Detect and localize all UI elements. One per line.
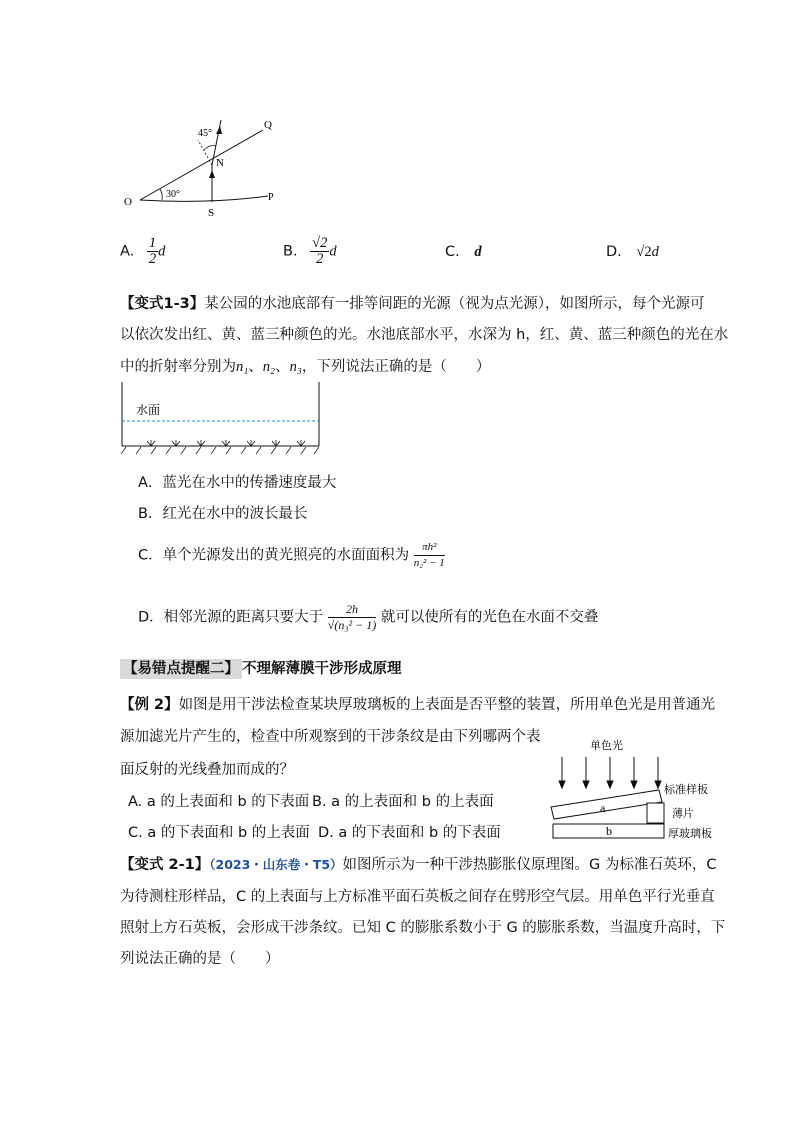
- angle-arc-45: [204, 146, 216, 151]
- frac-den: 2: [148, 251, 157, 267]
- water-label: 水面: [136, 403, 161, 417]
- label-45: 45°: [198, 128, 212, 139]
- q13-option-a: A．蓝光在水中的传播速度最大: [138, 475, 337, 491]
- q21-tag: 【变式 2-1】: [120, 857, 210, 873]
- ex2-text1: 如图是用干涉法检查某块厚玻璃板的上表面是否平整的装置，所用单色光是用普通光: [178, 697, 716, 713]
- frac-den: √(n₃² − 1): [327, 618, 377, 632]
- tip2-tag: 【易错点提醒二】: [120, 659, 242, 679]
- arc-OP: [140, 196, 268, 201]
- label-S: S: [208, 207, 215, 219]
- light-source: [222, 440, 230, 446]
- tip2-line: [120, 657, 402, 678]
- q1-option-b: [283, 236, 337, 267]
- label-thin-sheet: 薄片: [672, 807, 694, 820]
- ex2-option-d: D. a 的下表面和 b 的下表面: [318, 825, 501, 841]
- q13-option-d-text-a: D．相邻光源的距离只要大于: [138, 609, 324, 626]
- light-source: [197, 440, 205, 446]
- light-sources: [147, 440, 305, 446]
- frac-den: 2: [316, 251, 324, 267]
- q13-text3a: 中的折射率分别为: [120, 359, 236, 375]
- light-source: [147, 440, 155, 446]
- option-letter: D.: [606, 244, 622, 260]
- normal-line: [198, 140, 212, 165]
- q13-line1: [120, 292, 704, 313]
- frac-den: n₂² − 1: [413, 557, 445, 569]
- q13-tag: 【变式1-3】: [120, 296, 205, 312]
- q13-line2: 以依次发出红、黄、蓝三种颜色的光。水池底部水平，水深为 h，红、黄、蓝三种颜色的光在水: [120, 327, 729, 343]
- label-N: N: [216, 157, 224, 169]
- arrow-SN: [209, 170, 215, 178]
- ex2-tag: 【例 2】: [120, 697, 179, 713]
- q13-option-d-text-b: 就可以使所有的光色在水面不交叠: [380, 609, 599, 626]
- ground-hatching: [121, 447, 319, 454]
- q1-option-a: [120, 236, 165, 267]
- thin-sheet: [647, 803, 664, 823]
- interference-figure: [548, 735, 723, 845]
- ray-OQ: [140, 130, 263, 200]
- light-source: [172, 440, 180, 446]
- standard-plate-a: [551, 790, 662, 819]
- option-var: d: [474, 244, 482, 260]
- option-letter: C.: [445, 244, 460, 260]
- label-monochromatic-light: 单色光: [590, 739, 623, 752]
- ex2-option-a: A. a 的上表面和 b 的下表面: [128, 794, 310, 810]
- q13-option-b: B．红光在水中的波长最长: [138, 506, 308, 522]
- label-30: 30°: [166, 189, 180, 200]
- label-Q: Q: [264, 119, 272, 131]
- q21-line4: 列说法正确的是（ ）: [120, 951, 280, 967]
- q21-line1: [120, 853, 716, 874]
- frac-num: πh²: [414, 540, 445, 556]
- q21-line3: 照射上方石英板，会形成干涉条纹。已知 C 的膨胀系数小于 G 的膨胀系数，当温度升高时，下: [120, 920, 726, 936]
- frac-num: √2: [312, 235, 328, 251]
- label-O: O: [124, 196, 132, 208]
- label-thick-glass: 厚玻璃板: [668, 827, 712, 840]
- n3: n₃: [289, 359, 302, 375]
- q1-option-d: [606, 244, 659, 261]
- label-P: P: [268, 192, 274, 203]
- q13-option-d: [138, 602, 598, 633]
- q13-option-c: [138, 540, 445, 571]
- q21-source: （2023・山东卷・T5）: [209, 857, 343, 872]
- ex2-option-c: C. a 的下表面和 b 的上表面: [128, 825, 310, 841]
- q13-option-c-text: C．单个光源发出的黄光照亮的水面面积为: [138, 547, 410, 564]
- frac-num: 1: [148, 235, 157, 251]
- tip2-text: 不理解薄膜干涉形成原理: [242, 661, 402, 677]
- pool-figure: [116, 382, 326, 462]
- light-source: [297, 440, 305, 446]
- label-b: b: [606, 824, 612, 838]
- option-letter: B.: [283, 243, 298, 260]
- ex2-line1: [120, 693, 715, 714]
- q13-text3b: ，下列说法正确的是（ ）: [301, 359, 491, 375]
- angle-arc-30: [160, 189, 162, 200]
- q21-line2: 为待测柱形样品，C 的上表面与上方标准平面石英板之间存在劈形空气层。用单色平行光垂直: [120, 889, 715, 905]
- label-a: a: [600, 801, 606, 815]
- q13-line3: 中的折射率分别为n₁、n₂、n₃，下列说法正确的是（ ）: [120, 359, 491, 375]
- ex2-line3: 面反射的光线叠加而成的？: [120, 762, 294, 778]
- option-var: d: [329, 243, 337, 260]
- q21-text1: 如图所示为一种干涉热膨胀仪原理图。G 为标准石英环，C: [342, 857, 717, 873]
- ex2-option-b: B. a 的上表面和 b 的上表面: [312, 794, 494, 810]
- n1: n₁: [236, 359, 249, 375]
- frac-num: 2h: [328, 602, 376, 618]
- option-prefix: √2: [636, 244, 652, 260]
- q13-text1: 某公园的水池底部有一排等间距的光源（视为点光源），如图所示，每个光源可: [204, 296, 705, 312]
- option-var: d: [651, 244, 659, 260]
- q1-option-c: [445, 244, 482, 261]
- refraction-figure: [118, 112, 288, 222]
- n2: n₂: [262, 359, 276, 375]
- light-arrows: [559, 757, 661, 788]
- ex2-line2: 源加滤光片产生的，检查中所观察到的干涉条纹是由下列哪两个表: [120, 729, 541, 745]
- label-standard-plate: 标准样板: [664, 783, 708, 796]
- light-source: [272, 440, 280, 446]
- light-source: [247, 440, 255, 446]
- option-letter: A.: [120, 243, 135, 260]
- arrow-refracted: [216, 126, 222, 134]
- option-var: d: [158, 243, 166, 260]
